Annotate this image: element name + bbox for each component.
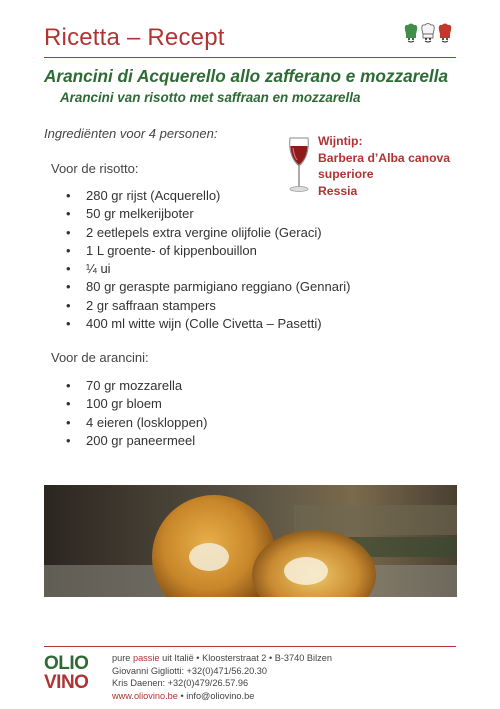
list-item: • 400 ml witte wijn (Colle Civetta – Pasetti) [66,315,351,333]
footer-bullet: • [180,690,184,701]
website-link[interactable]: www.oliovino.be [112,690,178,701]
logo-line-vino: VINO [44,672,89,693]
page-header [44,24,456,52]
arancini-ingredient-list [66,377,207,450]
wine-tip-line2: superiore [318,167,374,181]
list-item: • 70 gr mozzarella [66,377,207,395]
risotto-heading: Voor de risotto: [51,161,139,176]
email-link[interactable]: info@oliovino.be [186,690,255,701]
tagline-address: uit Italië • Kloosterstraat 2 • B-3740 Bilzen [162,653,332,663]
header-divider [44,57,456,58]
wine-tip-label: Wijntip: [318,134,363,148]
arancini-photo [44,485,457,597]
footer-contact [112,652,332,702]
chef-hat-white-icon [420,22,436,44]
list-item: • 50 gr melkerijboter [66,205,351,223]
recipe-title-italian: Arancini di Acquerello allo zafferano e mozzarella [44,66,449,86]
wine-tip-line3: Ressia [318,183,358,198]
list-item: • 200 gr paneermeel [66,432,207,450]
wine-tip-line1: Barbera d’Alba canova [318,150,451,165]
list-item: • 280 gr rijst (Acquerello) [66,187,351,205]
chef-hat-green-icon [403,22,419,44]
wine-glass-icon [287,136,311,194]
servings-note: Ingrediënten voor 4 personen: [44,126,218,141]
list-item: • ¼ ui [66,260,351,278]
chef-hat-red-icon [437,22,453,44]
list-item: • 100 gr bloem [66,395,207,413]
chef-hats-logo [403,22,453,44]
footer-tagline [112,652,332,665]
page-title: Ricetta – Recept [44,24,225,51]
oliovino-logo [44,654,94,698]
list-item: • 80 gr geraspte parmigiano reggiano (Gennari) [66,278,351,296]
list-item: • 2 gr saffraan stampers [66,297,351,315]
logo-line-olio: OLIO [44,653,89,674]
footer-divider [44,646,456,647]
list-item: • 4 eieren (loskloppen) [66,414,207,432]
contact-giovanni: Giovanni Gigliotti: +32(0)471/56.20.30 [112,665,268,676]
list-item: • 2 eetlepels extra vergine olijfolie (Geraci) [66,224,351,242]
footer-web-email [112,690,332,703]
list-item: • 1 L groente- of kippenbouillon [66,242,351,260]
contact-kris: Kris Daenen: +32(0)479/26.57.96 [112,678,249,688]
tagline-pure: pure [112,653,131,663]
arancini-heading: Voor de arancini: [51,350,149,365]
recipe-title-dutch: Arancini van risotto met saffraan en mozzarella [60,90,361,105]
risotto-ingredient-list [66,187,351,333]
tagline-passie: passie [132,653,160,663]
